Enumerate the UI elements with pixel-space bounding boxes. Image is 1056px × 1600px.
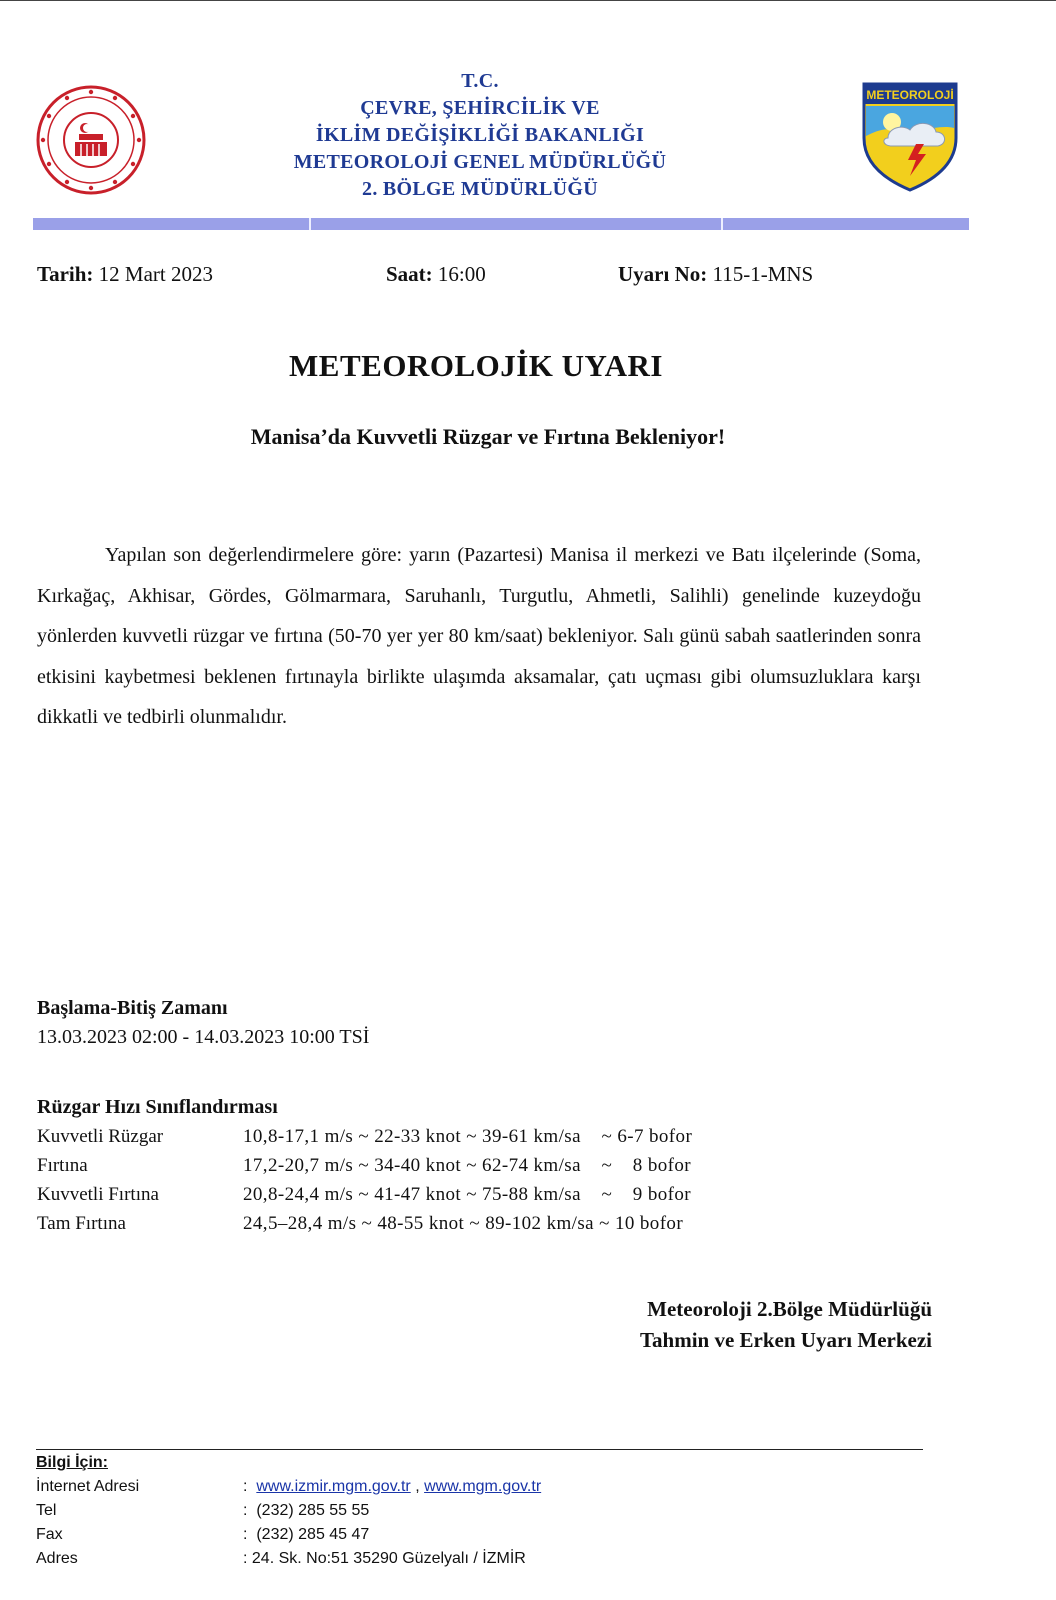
wind-class-name: Fırtına xyxy=(37,1155,88,1176)
wind-class-spec: 20,8-24,4 m/s ~ 41-47 knot ~ 75-88 km/sa ~ 9 bofor xyxy=(243,1184,691,1205)
document-subtitle: Manisa’da Kuvvetli Rüzgar ve Fırtına Bekleniyor! xyxy=(250,424,726,449)
signature-line-1: Meteoroloji 2.Bölge Müdürlüğü xyxy=(647,1297,932,1321)
footer-divider xyxy=(36,1449,923,1450)
fax-value xyxy=(243,1526,369,1544)
period-value: 13.03.2023 02:00 - 14.03.2023 10:00 TSİ xyxy=(37,1026,370,1048)
address-label: Adres xyxy=(36,1550,78,1567)
wind-class-spec: 24,5–28,4 m/s ~ 48-55 knot ~ 89-102 km/sa ~ 10 bofor xyxy=(243,1213,684,1234)
warning-number-field xyxy=(618,262,813,287)
mgm-link[interactable]: www.mgm.gov.tr xyxy=(424,1478,542,1495)
footer-heading: Bilgi İçin: xyxy=(36,1454,108,1471)
wind-class-name: Kuvvetli Rüzgar xyxy=(37,1126,164,1147)
colon: : xyxy=(243,1478,248,1495)
wind-class-spec: 17,2-20,7 m/s ~ 34-40 knot ~ 62-74 km/sa ~ 8 bofor xyxy=(243,1155,691,1176)
document-title: METEOROLOJİK UYARI xyxy=(289,348,663,383)
address-value xyxy=(243,1550,526,1568)
warning-body-paragraph: Yapılan son değerlendirmelere göre: yarın (Pazartesi) Manisa il merkezi ve Batı ilçelerinde (Soma, Kırkağaç, Akhisar, Gördes, Gölmarmara, Saruhanlı, Turgutlu, Ahmetli, Salihli) genelinde kuzeydoğu yönlerden kuvvetli rüzgar ve fırtına (50-70 yer yer 80 km/saat) bekleniyor. Salı günü sabah saatlerinden sonra etkisini kaybetmesi beklenen fırtınayla birlikte ulaşımda aksamalar, çatı uçması gibi olumsuzluklara karşı dikkatli ve tedbirli olunmalıdır. xyxy=(37,544,921,728)
header-line-1: T.C. xyxy=(461,70,499,92)
time-label: Saat: xyxy=(386,262,433,286)
internet-value xyxy=(243,1478,541,1496)
date-label: Tarih: xyxy=(37,262,94,286)
internet-label: İnternet Adresi xyxy=(36,1478,140,1495)
date-value: 12 Mart 2023 xyxy=(98,262,213,286)
signature-block xyxy=(560,1294,932,1356)
header-line-4: METEOROLOJİ GENEL MÜDÜRLÜĞÜ xyxy=(293,151,667,173)
fax-label: Fax xyxy=(36,1526,63,1543)
tel-label: Tel xyxy=(36,1502,57,1519)
header-line-5: 2. BÖLGE MÜDÜRLÜĞÜ xyxy=(362,178,598,200)
link-separator: , xyxy=(415,1478,420,1495)
colon: : xyxy=(243,1550,248,1567)
time-value: 16:00 xyxy=(437,262,486,286)
warning-number-label: Uyarı No: xyxy=(618,262,708,286)
ministry-header xyxy=(240,68,720,203)
header-line-2: ÇEVRE, ŞEHİRCİLİK VE xyxy=(360,97,600,119)
header-divider-bar xyxy=(33,218,969,230)
fax-number: (232) 285 45 47 xyxy=(256,1526,370,1543)
ministry-seal-icon xyxy=(35,84,147,196)
colon: : xyxy=(243,1502,248,1519)
header-line-3: İKLİM DEĞİŞİKLİĞİ BAKANLIĞI xyxy=(315,124,645,146)
wind-class-name: Kuvvetli Fırtına xyxy=(37,1184,159,1205)
wind-class-spec: 10,8-17,1 m/s ~ 22-33 knot ~ 39-61 km/sa ~ 6-7 bofor xyxy=(243,1126,693,1147)
signature-line-2: Tahmin ve Erken Uyarı Merkezi xyxy=(639,1328,932,1352)
address-text: 24. Sk. No:51 35290 Güzelyalı / İZMİR xyxy=(251,1550,526,1567)
logo-text: METEOROLOJİ xyxy=(866,88,954,102)
tel-number: (232) 285 55 55 xyxy=(256,1502,370,1519)
period-heading: Başlama-Bitiş Zamanı xyxy=(37,997,228,1019)
date-field xyxy=(37,262,213,287)
top-edge-line xyxy=(0,0,1056,1)
time-field xyxy=(386,262,486,287)
tel-value xyxy=(243,1502,369,1520)
meteoroloji-logo-icon xyxy=(858,80,962,192)
izmir-mgm-link[interactable]: www.izmir.mgm.gov.tr xyxy=(256,1478,411,1495)
wind-class-name: Tam Fırtına xyxy=(37,1213,126,1234)
warning-number-value: 115-1-MNS xyxy=(712,262,814,286)
colon: : xyxy=(243,1526,248,1543)
wind-class-heading: Rüzgar Hızı Sınıflandırması xyxy=(37,1096,278,1118)
